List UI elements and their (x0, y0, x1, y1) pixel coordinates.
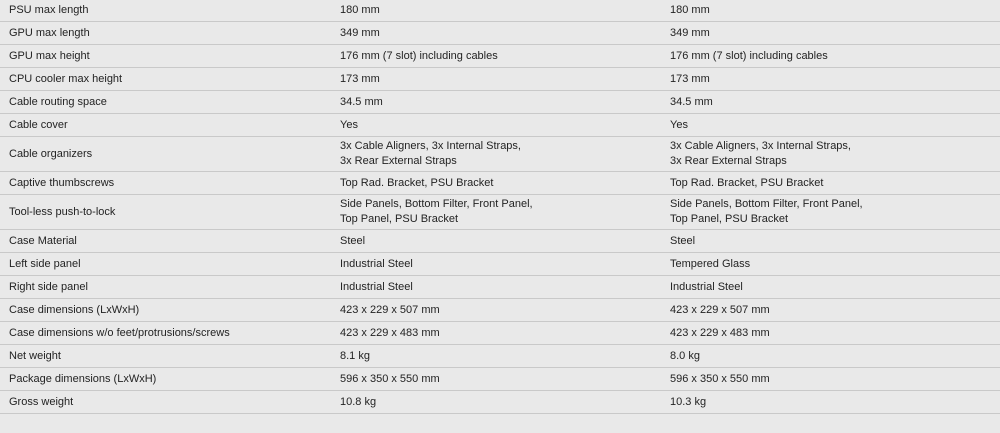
spec-label: Right side panel (0, 276, 333, 299)
spec-value-variant-1 (333, 368, 663, 391)
spec-value-line: 10.3 kg (670, 395, 707, 408)
spec-value-line: 173 mm (670, 72, 710, 85)
spec-row (0, 91, 1000, 114)
spec-row (0, 322, 1000, 345)
spec-value-variant-1 (333, 114, 663, 137)
spec-value-variant-2 (663, 230, 1000, 253)
spec-value-variant-1 (333, 172, 663, 195)
spec-value-line: 3x Rear External Straps (340, 155, 457, 167)
spec-label: Cable cover (0, 114, 333, 137)
spec-label: Case Material (0, 230, 333, 253)
spec-row (0, 137, 1000, 172)
spec-value-variant-2 (663, 22, 1000, 45)
spec-value-line: 34.5 mm (670, 95, 713, 108)
spec-label: PSU max length (0, 0, 333, 22)
spec-label: Cable organizers (0, 137, 333, 172)
spec-row (0, 0, 1000, 22)
spec-row (0, 276, 1000, 299)
spec-value-line: 3x Rear External Straps (670, 155, 787, 167)
spec-label: Cable routing space (0, 91, 333, 114)
spec-row (0, 22, 1000, 45)
spec-label: Left side panel (0, 253, 333, 276)
spec-value-variant-1 (333, 230, 663, 253)
spec-value-line: 10.8 kg (340, 395, 377, 408)
spec-value-variant-2 (663, 0, 1000, 22)
spec-value-variant-2 (663, 172, 1000, 195)
spec-value-line: Industrial Steel (340, 257, 413, 270)
spec-value-line: Top Rad. Bracket, PSU Bracket (670, 176, 824, 189)
spec-value-variant-1 (333, 22, 663, 45)
spec-label: Case dimensions (LxWxH) (0, 299, 333, 322)
spec-value-line: 180 mm (340, 4, 380, 16)
spec-value-line: 3x Cable Aligners, 3x Internal Straps, (670, 140, 851, 152)
spec-value-variant-1 (333, 91, 663, 114)
spec-label: GPU max height (0, 45, 333, 68)
spec-value-variant-2 (663, 276, 1000, 299)
spec-value-line: Top Rad. Bracket, PSU Bracket (340, 176, 494, 189)
spec-row (0, 299, 1000, 322)
spec-row (0, 230, 1000, 253)
spec-value-line: 423 x 229 x 507 mm (340, 303, 440, 316)
spec-value-variant-1 (333, 391, 663, 414)
spec-value-variant-1 (333, 322, 663, 345)
spec-row (0, 114, 1000, 137)
spec-value-line: Top Panel, PSU Bracket (340, 213, 459, 225)
spec-value-variant-2 (663, 345, 1000, 368)
spec-label: CPU cooler max height (0, 68, 333, 91)
spec-value-line: Tempered Glass (670, 257, 751, 270)
spec-value-variant-1 (333, 137, 663, 172)
spec-value-line: Top Panel, PSU Bracket (670, 213, 789, 225)
spec-value-variant-1 (333, 299, 663, 322)
spec-value-line: 423 x 229 x 507 mm (670, 303, 770, 316)
spec-value-line: 176 mm (7 slot) including cables (670, 49, 828, 62)
spec-value-variant-2 (663, 391, 1000, 414)
spec-value-variant-2 (663, 137, 1000, 172)
spec-row (0, 368, 1000, 391)
spec-value-line: Yes (670, 118, 688, 131)
spec-value-line: Side Panels, Bottom Filter, Front Panel, (670, 198, 863, 210)
spec-row (0, 68, 1000, 91)
spec-value-line: 423 x 229 x 483 mm (670, 326, 770, 339)
spec-row (0, 172, 1000, 195)
spec-value-variant-1 (333, 276, 663, 299)
spec-value-line: 8.1 kg (340, 349, 370, 362)
spec-value-variant-1 (333, 45, 663, 68)
spec-value-line: 349 mm (340, 26, 380, 39)
spec-value-variant-2 (663, 322, 1000, 345)
spec-value-variant-1 (333, 68, 663, 91)
spec-row (0, 253, 1000, 276)
spec-value-variant-1 (333, 195, 663, 230)
spec-label: GPU max length (0, 22, 333, 45)
spec-value-variant-2 (663, 68, 1000, 91)
spec-row (0, 45, 1000, 68)
spec-value-line: Steel (670, 234, 696, 247)
spec-value-variant-2 (663, 91, 1000, 114)
spec-value-line: 8.0 kg (670, 349, 700, 362)
spec-label: Package dimensions (LxWxH) (0, 368, 333, 391)
spec-value-variant-1 (333, 0, 663, 22)
spec-value-variant-1 (333, 253, 663, 276)
spec-value-line: Yes (340, 118, 358, 131)
spec-value-variant-2 (663, 253, 1000, 276)
spec-value-line: 180 mm (670, 4, 710, 16)
spec-value-line: 349 mm (670, 26, 710, 39)
spec-row (0, 345, 1000, 368)
spec-value-variant-2 (663, 114, 1000, 137)
spec-value-variant-2 (663, 368, 1000, 391)
spec-value-variant-2 (663, 45, 1000, 68)
spec-value-variant-2 (663, 195, 1000, 230)
spec-value-line: Side Panels, Bottom Filter, Front Panel, (340, 198, 533, 210)
spec-row (0, 391, 1000, 414)
spec-value-line: Industrial Steel (340, 280, 413, 293)
spec-value-line: 34.5 mm (340, 95, 383, 108)
spec-value-line: 176 mm (7 slot) including cables (340, 49, 498, 62)
spec-label: Tool-less push-to-lock (0, 195, 333, 230)
spec-label: Net weight (0, 345, 333, 368)
spec-value-line: Industrial Steel (670, 280, 743, 293)
spec-value-variant-2 (663, 299, 1000, 322)
spec-value-line: 423 x 229 x 483 mm (340, 326, 440, 339)
spec-value-line: 173 mm (340, 72, 380, 85)
spec-value-line: 3x Cable Aligners, 3x Internal Straps, (340, 140, 521, 152)
spec-value-line: 596 x 350 x 550 mm (340, 372, 440, 385)
spec-value-line: Steel (340, 234, 366, 247)
spec-value-line: 596 x 350 x 550 mm (670, 372, 770, 385)
spec-label: Captive thumbscrews (0, 172, 333, 195)
spec-label: Gross weight (0, 391, 333, 414)
spec-label: Case dimensions w/o feet/protrusions/screws (0, 322, 333, 345)
spec-value-variant-1 (333, 345, 663, 368)
spec-row (0, 195, 1000, 230)
